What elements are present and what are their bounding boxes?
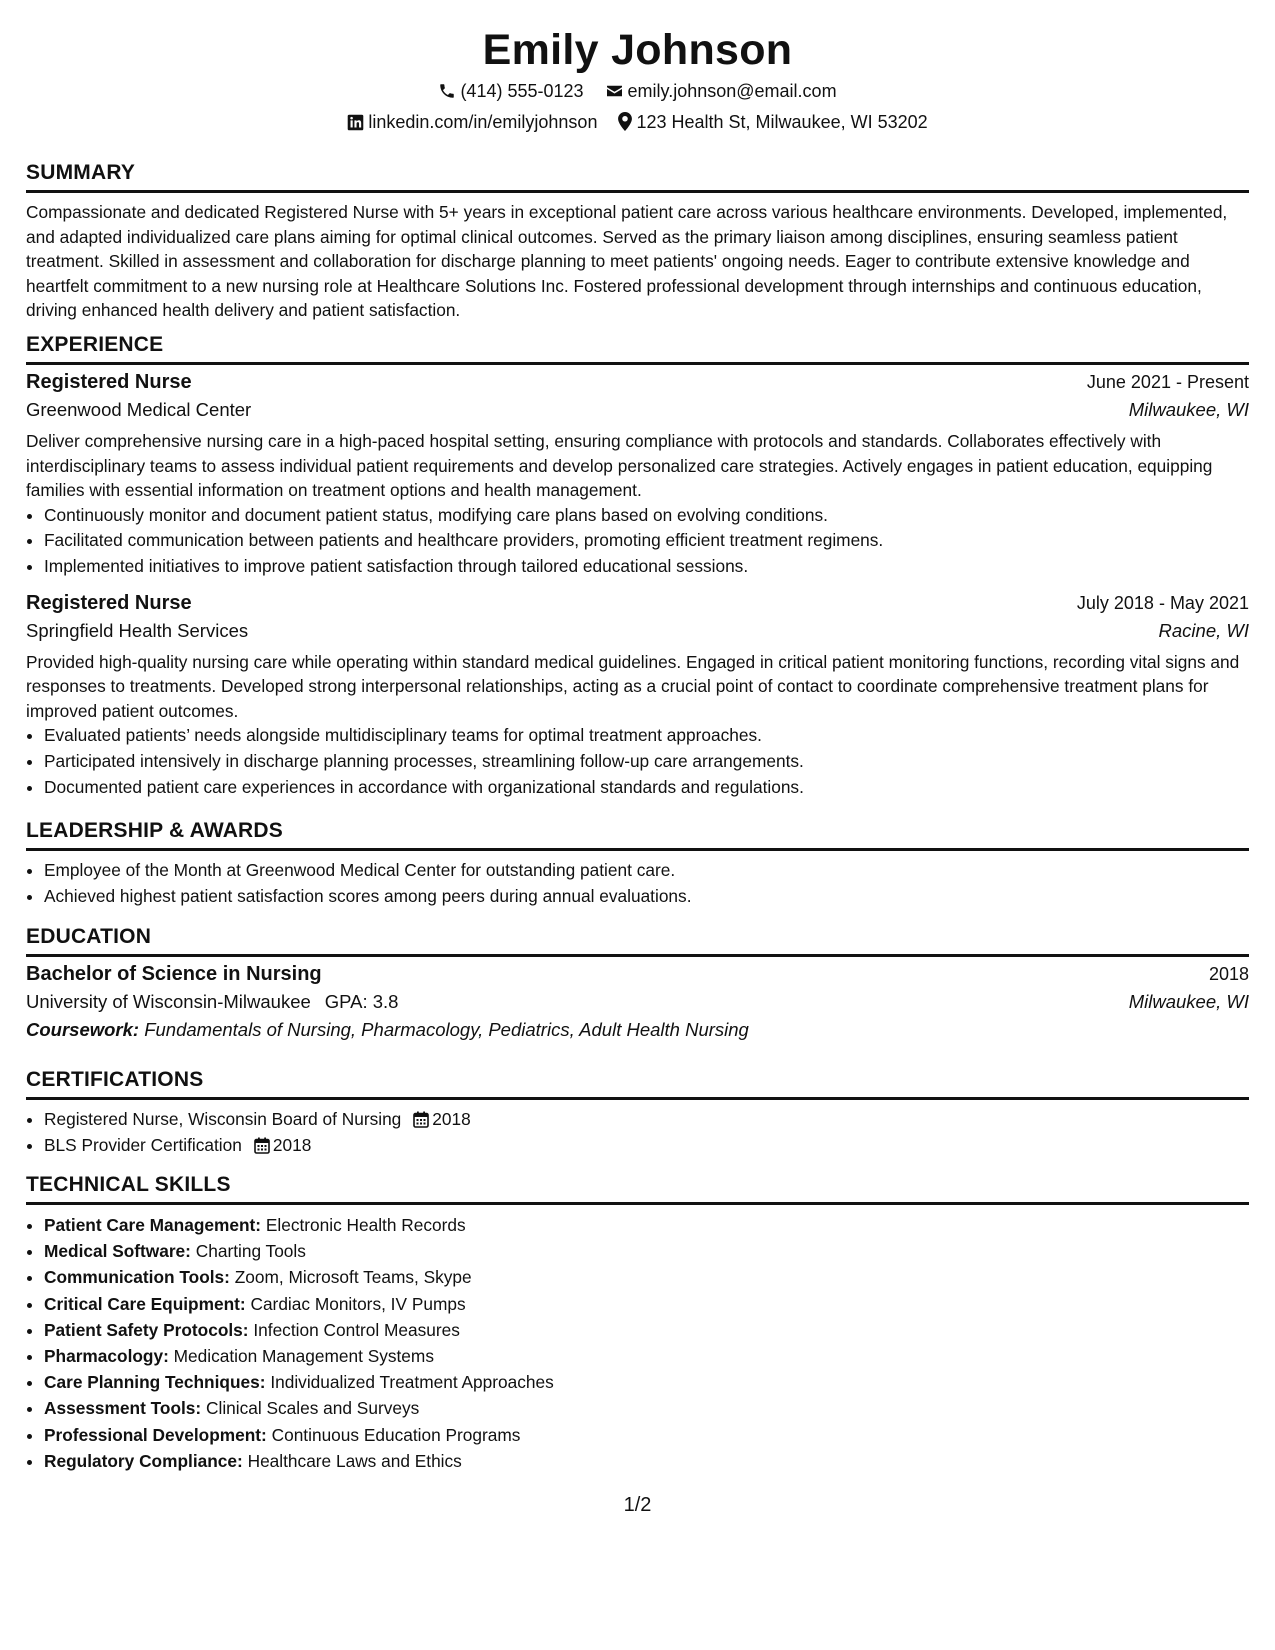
phone-icon: [438, 82, 456, 100]
school-name: University of Wisconsin-Milwaukee: [26, 991, 311, 1012]
list-item: • Employee of the Month at Greenwood Medical Center for outstanding patient care.: [44, 858, 1249, 884]
certification-year: 2018: [272, 1134, 312, 1155]
email-text[interactable]: emily.johnson@email.com: [627, 81, 837, 101]
skill-value: Medication Management Systems: [173, 1346, 434, 1367]
job-entry: [26, 371, 1249, 580]
school-location: Milwaukee, WI: [1128, 991, 1249, 1012]
list-item: [44, 1422, 1249, 1448]
certification-year: 2018: [432, 1109, 471, 1129]
page-number: 1/2: [623, 1494, 652, 1516]
degree-title: Bachelor of Science in Nursing: [26, 963, 322, 985]
experience-heading: EXPERIENCE: [26, 333, 164, 356]
leadership-list: [26, 858, 1249, 910]
list-item: • Implemented initiatives to improve patient satisfaction through tailored educational sessions.: [44, 554, 1249, 580]
skill-value: Individualized Treatment Approaches: [270, 1372, 554, 1393]
education-heading: EDUCATION: [26, 925, 152, 948]
job-organization: Springfield Health Services: [26, 619, 249, 641]
job-description: Provided high-quality nursing care while operating within standard medical guidelines. Engaged in critical patient monitoring functions, recording vital signs and responses to treatments. Developed strong interpersonal relationships, acting as a crucial point of contact to coordinate comprehensive treatment plans for improved patient outcomes.: [26, 651, 1240, 721]
skills-heading: TECHNICAL SKILLS: [26, 1173, 231, 1196]
skill-label: Care Planning Techniques:: [44, 1372, 266, 1393]
linkedin-icon: [347, 114, 364, 131]
section-divider: [26, 954, 1249, 957]
skill-label: Critical Care Equipment:: [44, 1293, 246, 1314]
skill-value: Healthcare Laws and Ethics: [247, 1450, 462, 1471]
list-item: [44, 1107, 1249, 1133]
skill-label: Pharmacology:: [44, 1346, 169, 1367]
section-divider: [26, 1202, 1249, 1205]
skill-label: Professional Development:: [44, 1424, 267, 1445]
address-contact: [618, 111, 927, 133]
list-item: [44, 1317, 1249, 1343]
skill-value: Zoom, Microsoft Teams, Skype: [234, 1267, 472, 1288]
skill-label: Patient Care Management:: [44, 1215, 262, 1235]
job-dates: July 2018 - May 2021: [1076, 592, 1249, 613]
section-divider: [26, 848, 1249, 851]
job-title: Registered Nurse: [26, 371, 192, 393]
summary-heading: SUMMARY: [26, 161, 136, 184]
contact-row-1: [26, 80, 1249, 102]
section-divider: [26, 362, 1249, 365]
education-section: [26, 924, 1249, 1041]
job-organization: Greenwood Medical Center: [26, 399, 252, 420]
skill-label: Regulatory Compliance:: [44, 1450, 243, 1471]
skills-list: [26, 1212, 1249, 1474]
phone-contact: [438, 80, 583, 102]
certifications-section: [26, 1067, 1249, 1159]
job-entry: [26, 592, 1249, 801]
skill-value: Continuous Education Programs: [271, 1424, 521, 1445]
envelope-icon: [605, 82, 624, 100]
list-item: • Facilitated communication between patients and healthcare providers, promoting efficient treatment regimens.: [44, 528, 1249, 554]
coursework-line: [26, 1019, 1249, 1041]
list-item: • Evaluated patients’ needs alongside multidisciplinary teams for optimal treatment approaches.: [44, 723, 1249, 749]
linkedin-contact[interactable]: [347, 111, 597, 133]
list-item: [44, 1395, 1249, 1421]
skill-value: Infection Control Measures: [253, 1319, 460, 1340]
certifications-heading: CERTIFICATIONS: [26, 1068, 204, 1091]
job-description: Deliver comprehensive nursing care in a high-paced hospital setting, ensuring compliance with protocols and standards. Collaborates effectively with interdisciplinary teams to assess individual patient requirements and develop personalized care strategies. Actively engages in patient education, equipping families with essential information on treatment options and health management.: [26, 431, 1213, 500]
list-item: [44, 1133, 1249, 1159]
address-text: 123 Health St, Milwaukee, WI 53202: [636, 112, 928, 132]
skill-label: Communication Tools:: [44, 1267, 230, 1288]
job-bullets: [26, 723, 1249, 800]
education-header: [26, 963, 1249, 986]
skill-value: Electronic Health Records: [265, 1215, 466, 1235]
job-header: [26, 371, 1249, 394]
list-item: • Participated intensively in discharge planning processes, streamlining follow-up care arrangements.: [44, 749, 1249, 775]
skill-value: Clinical Scales and Surveys: [206, 1398, 420, 1419]
candidate-name: Emily Johnson: [482, 26, 793, 74]
summary-section: [26, 160, 1249, 323]
linkedin-text[interactable]: linkedin.com/in/emilyjohnson: [368, 112, 598, 132]
calendar-icon: [254, 1137, 270, 1154]
job-location: Milwaukee, WI: [1128, 399, 1249, 420]
leadership-heading: LEADERSHIP & AWARDS: [26, 819, 283, 842]
skill-value: Charting Tools: [195, 1241, 306, 1262]
job-header: [26, 592, 1249, 615]
section-divider: [26, 1097, 1249, 1100]
list-item: [44, 1343, 1249, 1369]
skill-value: Cardiac Monitors, IV Pumps: [250, 1293, 466, 1314]
skill-label: Medical Software:: [44, 1241, 191, 1262]
job-title: Registered Nurse: [26, 591, 192, 614]
certification-name: BLS Provider Certification: [44, 1134, 242, 1155]
skill-label: Assessment Tools:: [44, 1398, 202, 1419]
list-item: • Continuously monitor and document patient status, modifying care plans based on evolving conditions.: [44, 503, 1249, 529]
list-item: [44, 1369, 1249, 1395]
job-bullets: [26, 503, 1249, 580]
certification-name: Registered Nurse, Wisconsin Board of Nursing: [44, 1109, 402, 1129]
list-item: [44, 1212, 1249, 1238]
email-contact[interactable]: [605, 80, 837, 102]
map-pin-icon: [618, 112, 632, 131]
list-item: [44, 1264, 1249, 1290]
job-dates: June 2021 - Present: [1086, 372, 1249, 392]
coursework-label: Coursework:: [26, 1019, 140, 1040]
school-line: [26, 991, 398, 1013]
coursework-list: Fundamentals of Nursing, Pharmacology, Pediatrics, Adult Health Nursing: [144, 1019, 749, 1040]
list-item: • Documented patient care experiences in accordance with organizational standards and regulations.: [44, 775, 1249, 801]
list-item: [44, 1238, 1249, 1264]
gpa: GPA: 3.8: [324, 991, 399, 1012]
phone-text: (414) 555-0123: [460, 81, 584, 101]
list-item: [44, 1291, 1249, 1317]
skills-section: [26, 1172, 1249, 1474]
summary-text: Compassionate and dedicated Registered Nurse with 5+ years in exceptional patient care across various healthcare environments. Developed, implemented, and adapted individualized care plans aiming for optimal clinical outcomes. Served as the primary liaison among disciplines, ensuring seamless patient treatment. Skilled in assessment and collaboration for discharge planning to meet patients' ongoing needs. Eager to contribute extensive knowledge and heartfelt commitment to a new nursing role at Healthcare Solutions Inc. Fostered professional development through internships and continuous education, driving enhanced health delivery and patient satisfaction.: [26, 202, 1228, 320]
graduation-year: 2018: [1208, 964, 1249, 984]
job-subheader: [26, 620, 1249, 642]
resume-page: [26, 0, 1249, 1471]
job-subheader: [26, 399, 1249, 421]
calendar-icon: [413, 1111, 429, 1128]
certifications-list: [26, 1107, 1249, 1159]
education-subheader: [26, 991, 1249, 1013]
section-divider: [26, 190, 1249, 193]
leadership-section: [26, 818, 1249, 910]
experience-section: [26, 332, 1249, 801]
list-item: • Achieved highest patient satisfaction scores among peers during annual evaluations.: [44, 884, 1249, 910]
contact-row-2: [26, 111, 1249, 133]
skill-label: Patient Safety Protocols:: [44, 1319, 249, 1340]
list-item: [44, 1448, 1249, 1474]
job-location: Racine, WI: [1158, 619, 1249, 641]
